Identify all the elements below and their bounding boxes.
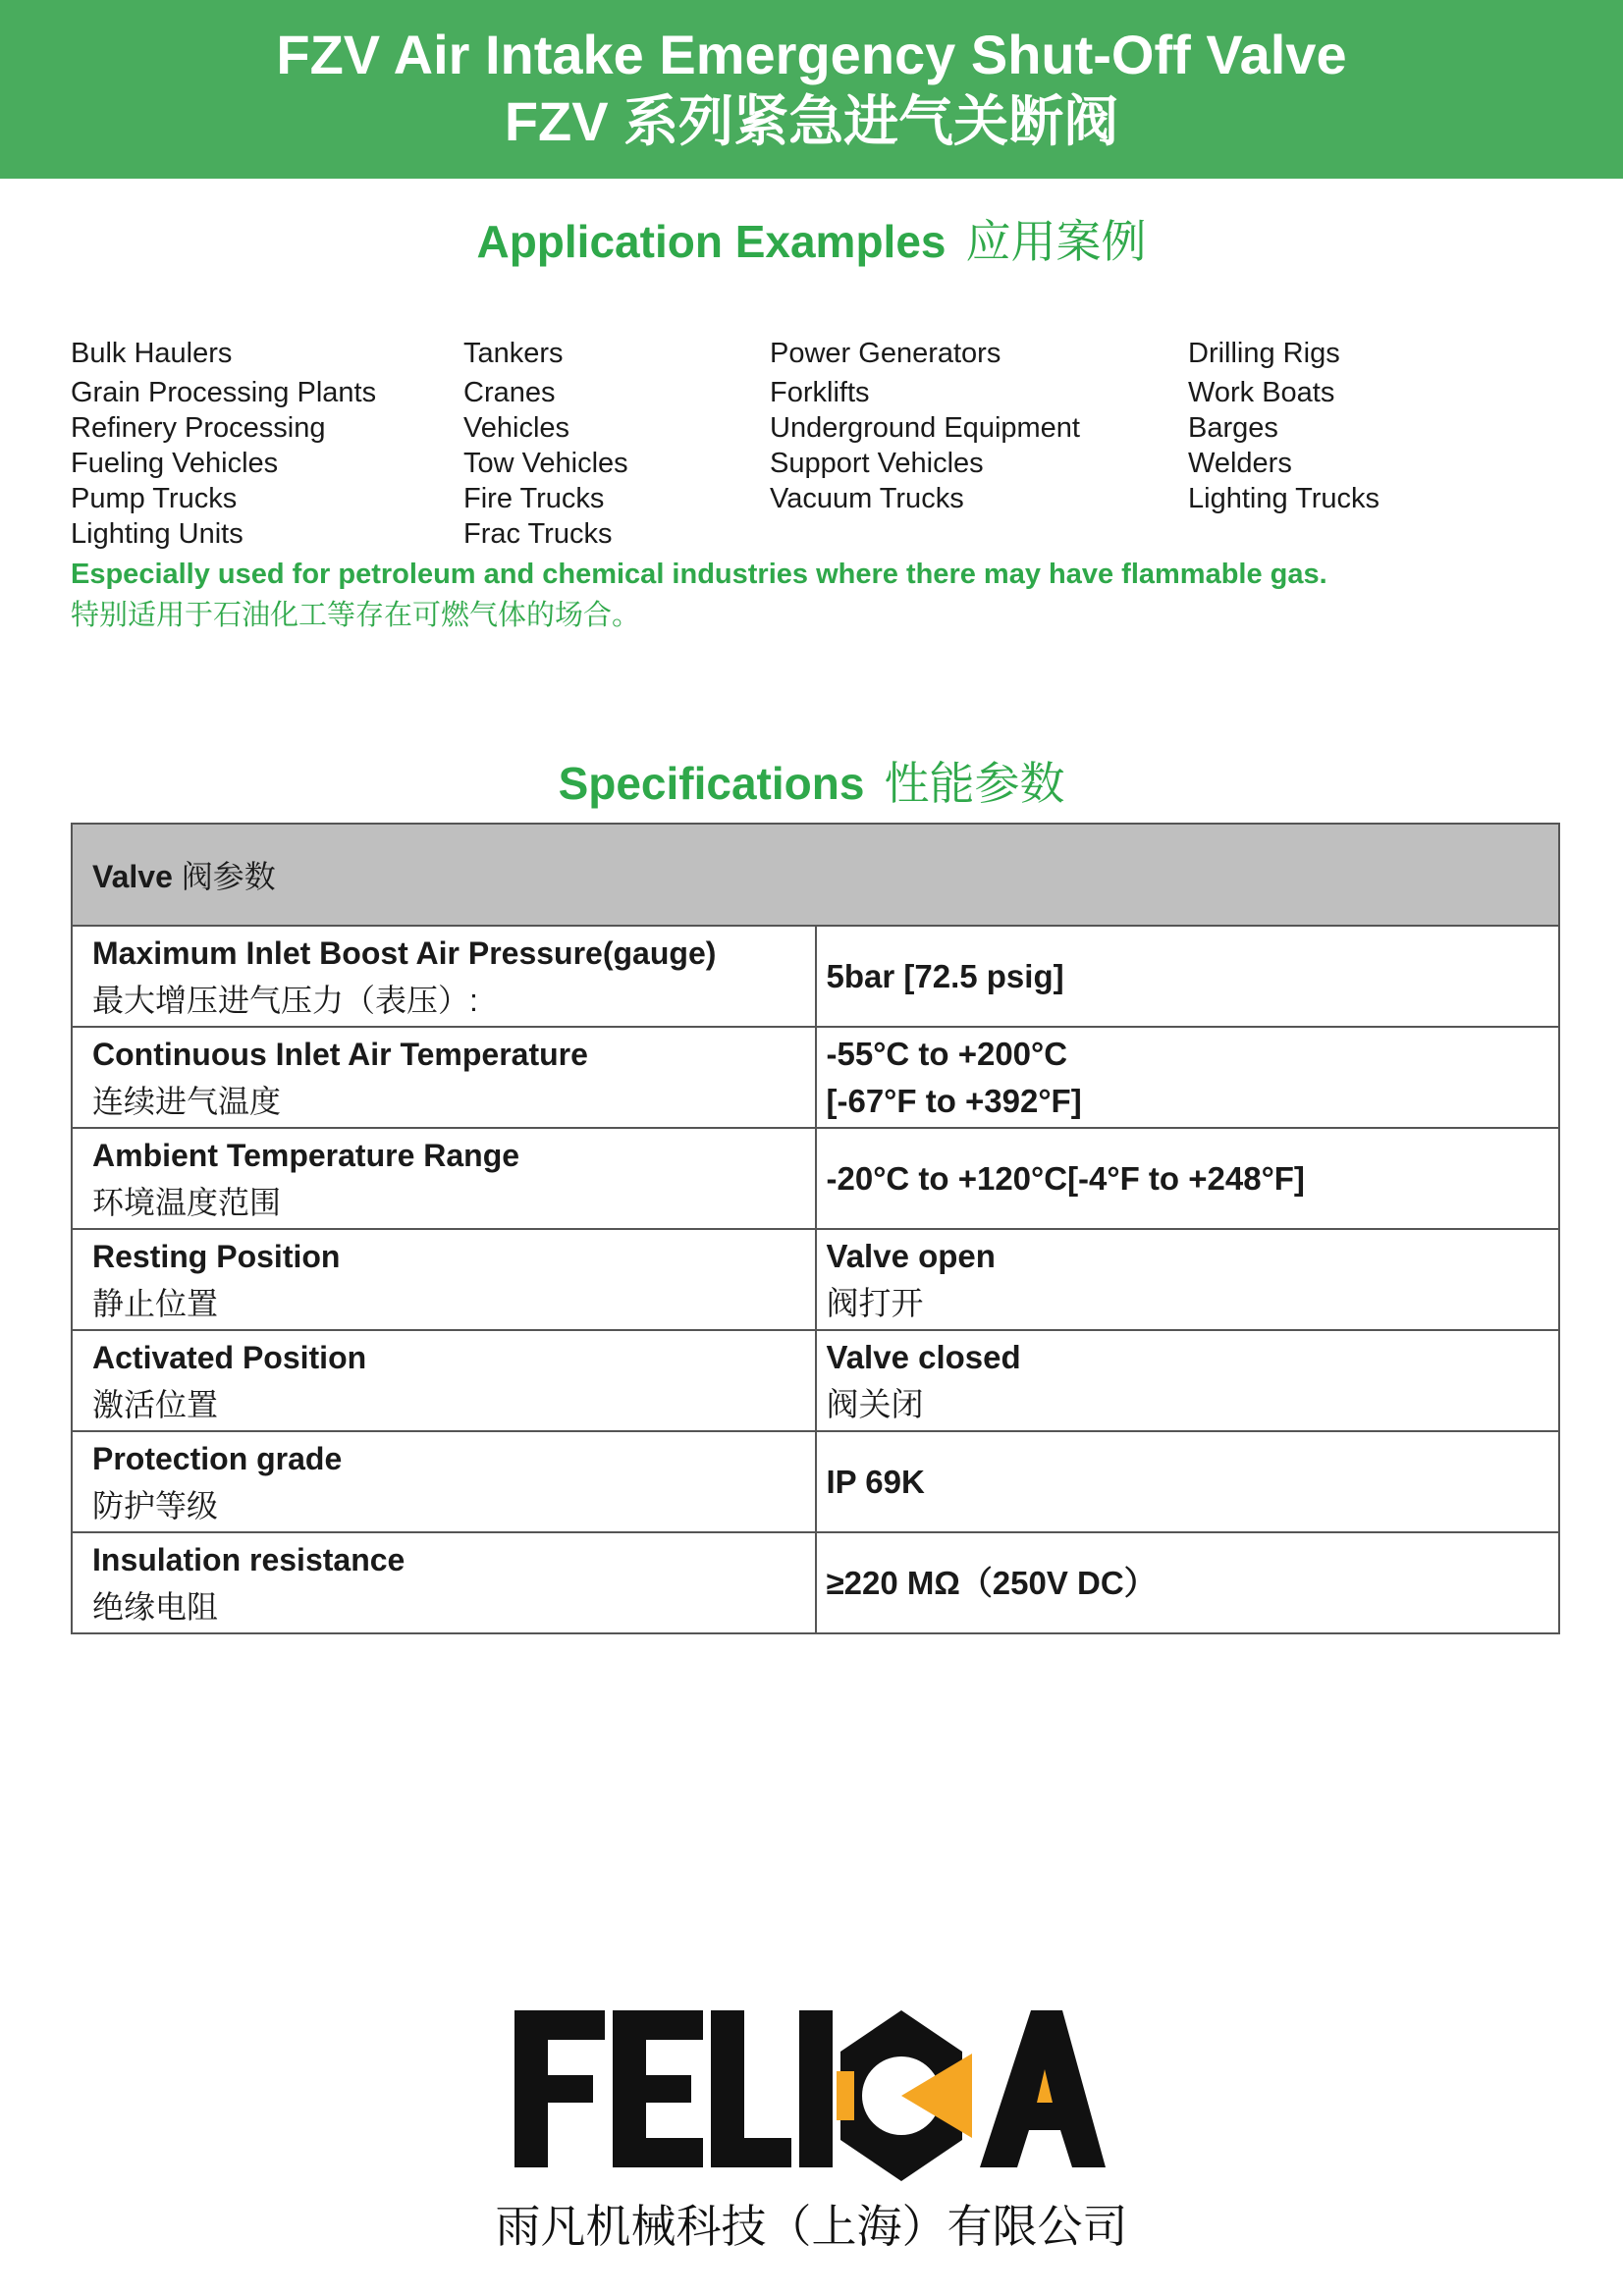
spec-value-secondary: 阀打开: [826, 1284, 924, 1321]
table-row: [72, 1128, 1559, 1229]
list-item: Frac Trucks: [463, 518, 613, 550]
spec-value-secondary: 阀关闭: [826, 1385, 924, 1422]
spec-label-en: Resting Position: [92, 1238, 341, 1274]
page-header: [0, 0, 1623, 179]
spec-label: [72, 1128, 816, 1229]
spec-value: [816, 1532, 1560, 1633]
list-item: Barges: [1188, 412, 1278, 444]
list-item: Drilling Rigs: [1188, 338, 1340, 369]
applications-heading: [0, 214, 1623, 269]
applications-heading-zh: 应用案例: [965, 216, 1147, 267]
list-item: Lighting Trucks: [1188, 483, 1380, 514]
list-item: Bulk Haulers: [71, 338, 233, 369]
list-item: Fire Trucks: [463, 483, 605, 514]
table-row: [72, 1027, 1559, 1128]
spec-value-secondary: [-67°F to +392°F]: [826, 1082, 1082, 1119]
spec-label: [72, 1431, 816, 1532]
spec-label-zh: 连续进气温度: [92, 1083, 282, 1119]
spec-label-zh: 绝缘电阻: [92, 1588, 219, 1625]
felicia-logo: [511, 1993, 1109, 2189]
spec-value-primary: IP 69K: [826, 1463, 925, 1500]
list-item: Welders: [1188, 448, 1292, 479]
spec-value-primary: Valve closed: [826, 1338, 1021, 1375]
spec-value-primary: -55°C to +200°C: [826, 1035, 1068, 1072]
spec-value-primary: ≥220 MΩ（250V DC）: [826, 1564, 1157, 1601]
spec-label: [72, 1532, 816, 1633]
spec-value: [816, 1330, 1560, 1431]
specifications-heading-en: Specifications: [558, 758, 865, 809]
spec-label-zh: 防护等级: [92, 1487, 219, 1523]
spec-label-en: Continuous Inlet Air Temperature: [92, 1036, 588, 1072]
table-row: [72, 1532, 1559, 1633]
applications-column-2: [463, 336, 628, 552]
list-item: Grain Processing Plants: [71, 377, 377, 408]
spec-value: [816, 926, 1560, 1027]
spec-value: [816, 1229, 1560, 1330]
specifications-table: [71, 823, 1560, 1634]
title-en: FZV Air Intake Emergency Shut-Off Valve: [276, 24, 1347, 85]
spec-value-primary: -20°C to +120°C[-4°F to +248°F]: [826, 1159, 1305, 1197]
list-item: Underground Equipment: [770, 412, 1080, 444]
spec-label-zh: 静止位置: [92, 1285, 219, 1321]
spec-label-en: Maximum Inlet Boost Air Pressure(gauge): [92, 934, 717, 971]
applications-column-4: [1188, 336, 1380, 516]
list-item: Fueling Vehicles: [71, 448, 279, 479]
spec-label-zh: 环境温度范围: [92, 1184, 282, 1220]
table-row: [72, 1330, 1559, 1431]
list-item: Lighting Units: [71, 518, 243, 550]
spec-value: [816, 1431, 1560, 1532]
felicia-logo-graphic: [511, 1993, 1109, 2189]
spec-label: [72, 926, 816, 1027]
usage-note-en: Especially used for petroleum and chemical industries where there may have flammable gas.: [71, 559, 1327, 590]
table-header-row: [72, 824, 1559, 926]
list-item: Vacuum Trucks: [770, 483, 964, 514]
title-zh: FZV 系列紧急进气关断阀: [504, 90, 1119, 152]
company-name: 雨凡机械科技（上海）有限公司: [495, 2201, 1128, 2252]
list-item: Forklifts: [770, 377, 870, 408]
usage-note-zh: 特别适用于石油化工等存在可燃气体的场合。: [71, 600, 641, 631]
table-row: [72, 1431, 1559, 1532]
list-item: Tow Vehicles: [463, 448, 628, 479]
applications-list: [71, 336, 1563, 556]
spec-label-zh: 激活位置: [92, 1386, 219, 1422]
spec-label: [72, 1330, 816, 1431]
spec-label: [72, 1027, 816, 1128]
spec-label-en: Activated Position: [92, 1339, 367, 1375]
applications-column-3: [770, 336, 1080, 516]
table-header-zh: 阀参数: [181, 859, 276, 894]
spec-value-primary: Valve open: [826, 1237, 996, 1274]
table-row: [72, 926, 1559, 1027]
list-item: Vehicles: [463, 412, 570, 444]
spec-value: [816, 1027, 1560, 1128]
spec-label: [72, 1229, 816, 1330]
list-item: Tankers: [463, 338, 564, 369]
list-item: Support Vehicles: [770, 448, 984, 479]
applications-heading-en: Application Examples: [476, 216, 947, 267]
list-item: Cranes: [463, 377, 556, 408]
spec-value: [816, 1128, 1560, 1229]
table-header-cell: [72, 824, 1559, 926]
spec-value-primary: 5bar [72.5 psig]: [826, 957, 1064, 994]
applications-column-1: [71, 336, 376, 552]
specifications-heading-zh: 性能参数: [884, 758, 1065, 809]
table-row: [72, 1229, 1559, 1330]
spec-label-zh: 最大增压进气压力（表压）:: [92, 982, 478, 1018]
spec-label-en: Protection grade: [92, 1440, 343, 1476]
list-item: Pump Trucks: [71, 483, 238, 514]
list-item: Refinery Processing: [71, 412, 326, 444]
list-item: Work Boats: [1188, 377, 1335, 408]
spec-label-en: Ambient Temperature Range: [92, 1137, 520, 1173]
specifications-heading: [0, 756, 1623, 811]
table-header-en: Valve: [92, 859, 173, 894]
list-item: Power Generators: [770, 338, 1001, 369]
spec-label-en: Insulation resistance: [92, 1541, 406, 1577]
